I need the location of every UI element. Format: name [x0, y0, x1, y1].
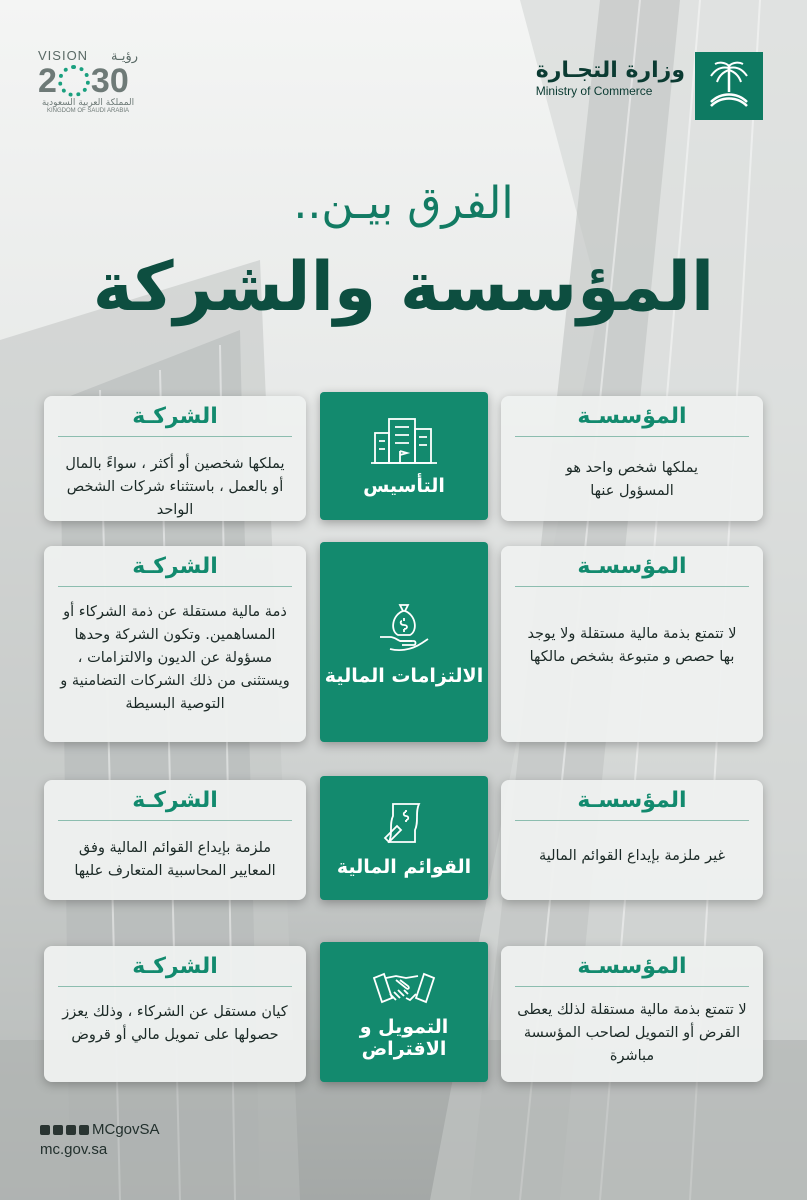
category-tile [320, 776, 488, 900]
company-card-title: الشركـة [58, 946, 292, 987]
vision-kingdom-ar: المملكة العربية السعودية [41, 98, 135, 108]
twitter-icon[interactable] [40, 1125, 50, 1135]
category-tile [320, 392, 488, 520]
establishment-card-title: المؤسسـة [515, 396, 749, 437]
comparison-row-financial-statements [44, 780, 763, 900]
comparison-row-financial-obligations [44, 546, 763, 742]
vision-label-ar: رؤيـة [111, 48, 138, 63]
vision-ring-icon [58, 65, 90, 97]
youtube-icon[interactable] [79, 1125, 89, 1135]
establishment-card-text: لا تتمتع بذمة مالية مستقلة لذلك يعطى القرض أو التمويل لصاحب المؤسسة مباشرة [517, 1002, 747, 1064]
ministry-name-ar: وزارة التجـارة [535, 58, 685, 83]
category-label: التأسيس [363, 475, 445, 497]
financial-document-icon [379, 798, 429, 848]
establishment-card-text: غير ملزمة بإيداع القوائم المالية [538, 848, 726, 864]
category-label: القوائم المالية [336, 856, 472, 878]
establishment-card-text: لا تتمتع بذمة مالية مستقلة ولا يوجد بها حصص و متبوعة بشخص مالكها [527, 626, 737, 665]
company-card [44, 946, 306, 1082]
vision-year: 2 30 [38, 62, 129, 100]
company-card-text: يملكها شخصين أو أكثر ، سواءً بالمال أو بالعمل ، باستثناء شركات الشخص الواحد [65, 456, 285, 518]
company-card-text: كيان مستقل عن الشركاء ، وذلك يعزز حصولها على تمويل مالي أو قروض [62, 1004, 288, 1043]
company-card [44, 546, 306, 742]
social-handle[interactable]: MCgovSA [92, 1121, 160, 1138]
social-links [40, 1121, 160, 1138]
company-card [44, 396, 306, 521]
establishment-card [501, 946, 763, 1082]
vision-2030-logo [38, 48, 138, 114]
company-card-text: ملزمة بإيداع القوائم المالية وفق المعايير المحاسبية المتعارف عليها [74, 840, 276, 879]
establishment-card [501, 780, 763, 900]
establishment-card-title: المؤسسـة [515, 546, 749, 587]
building-icon [369, 415, 439, 467]
ministry-name-en: Ministry of Commerce [535, 84, 653, 98]
company-card [44, 780, 306, 900]
establishment-card-text: يملكها شخص واحد هو المسؤول عنها [565, 460, 699, 499]
company-card-text: ذمة مالية مستقلة عن ذمة الشركاء أو المساهمين. وتكون الشركة وحدها مسؤولة عن الديون والالتزامات ، ويستثنى من ذلك الشركات التضامنية و التوصية البسيطة [60, 604, 290, 712]
palm-swords-emblem-icon [705, 60, 753, 112]
vision-kingdom-en: KINGDOM OF SAUDI ARABIA [46, 108, 129, 114]
instagram-icon[interactable] [66, 1125, 76, 1135]
category-label: التمويل و الاقتراض [359, 1016, 449, 1060]
establishment-card-title: المؤسسـة [515, 780, 749, 821]
website-link[interactable]: mc.gov.sa [40, 1141, 108, 1158]
company-card-title: الشركـة [58, 396, 292, 437]
company-card-title: الشركـة [58, 546, 292, 587]
facebook-icon[interactable] [53, 1125, 63, 1135]
category-tile [320, 542, 488, 742]
establishment-card [501, 396, 763, 521]
establishment-card [501, 546, 763, 742]
establishment-card-title: المؤسسـة [515, 946, 749, 987]
handshake-icon [372, 964, 436, 1008]
ministry-name [536, 58, 685, 98]
page-subtitle: الفرق بيـن.. [293, 178, 514, 229]
money-bag-hand-icon [374, 597, 434, 657]
page-title: المؤسسة والشركة [92, 248, 715, 327]
comparison-row-establishment [44, 396, 763, 521]
vision-label-en: VISION [38, 48, 89, 63]
company-card-title: الشركـة [58, 780, 292, 821]
category-tile [320, 942, 488, 1082]
comparison-row-financing-borrowing [44, 946, 763, 1082]
ministry-logo [695, 52, 763, 120]
footer [40, 1121, 160, 1158]
category-label: الالتزامات المالية [324, 665, 484, 687]
